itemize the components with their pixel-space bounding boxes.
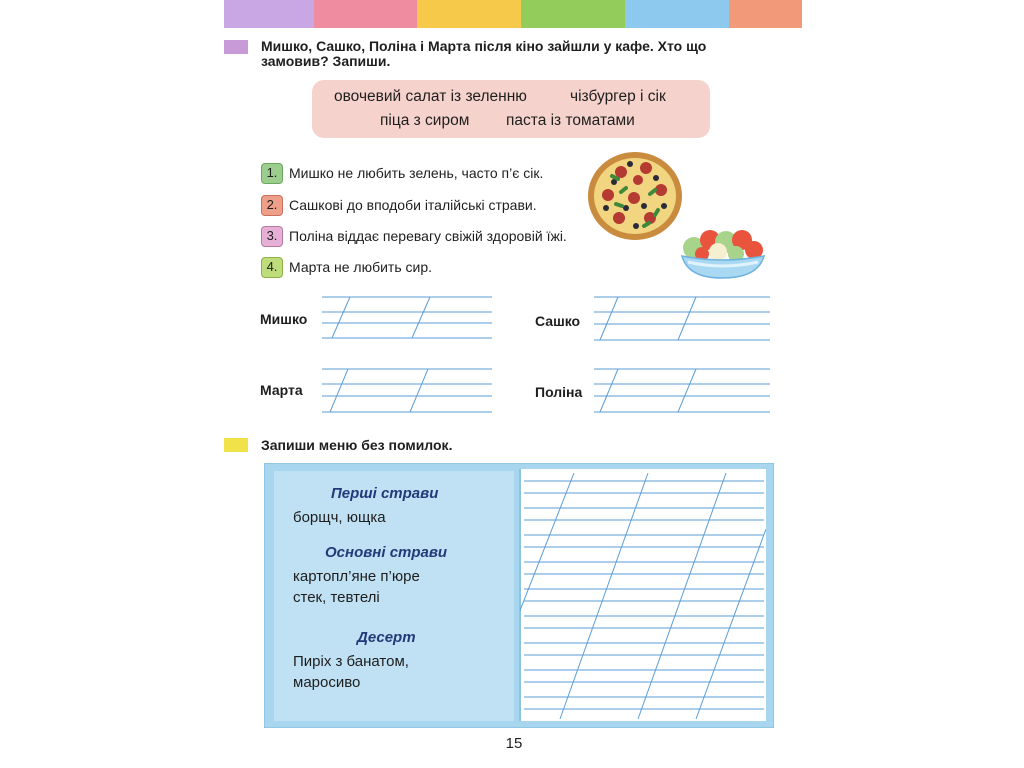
stripe bbox=[625, 0, 729, 28]
menu-heading: Десерт bbox=[357, 629, 416, 646]
writing-lines bbox=[592, 294, 772, 346]
task-marker bbox=[224, 40, 248, 54]
name-label-mishko: Мишко bbox=[260, 311, 308, 327]
menu-heading: Перші страви bbox=[331, 485, 439, 502]
stripe bbox=[314, 0, 417, 28]
stripe bbox=[729, 0, 802, 28]
writing-lines bbox=[316, 366, 496, 418]
page-number: 15 bbox=[505, 735, 523, 752]
salad-bowl-icon bbox=[676, 228, 768, 280]
clue-text: Поліна віддає перевагу свіжій здоровій їжі. bbox=[289, 228, 567, 244]
menu-item: картопл’яне п’юре bbox=[293, 568, 420, 585]
word-option: овочевий салат із зеленню bbox=[334, 88, 527, 105]
clue-text: Сашкові до вподоби італійські страви. bbox=[289, 197, 537, 213]
menu-item: Пиріх з банатом, bbox=[293, 653, 409, 670]
task2-instruction: Запиши меню без помилок. bbox=[261, 437, 453, 453]
menu-item: маросиво bbox=[293, 674, 361, 691]
notebook-writing-lines bbox=[520, 469, 766, 721]
clue-number-badge: 4. bbox=[261, 257, 283, 278]
clue-text: Марта не любить сир. bbox=[289, 259, 433, 275]
word-option: паста із томатами bbox=[506, 112, 635, 129]
clue-text: Мишко не любить зелень, часто п’є сік. bbox=[289, 165, 544, 181]
menu-notebook bbox=[264, 463, 774, 728]
task-marker bbox=[224, 438, 248, 452]
word-options-box bbox=[312, 80, 710, 138]
task1-instruction-line1: Мишко, Сашко, Поліна і Марта після кіно зайшли у кафе. Хто що bbox=[261, 38, 707, 54]
clue-number-badge: 3. bbox=[261, 226, 283, 247]
writing-lines bbox=[316, 294, 496, 344]
stripe bbox=[224, 0, 314, 28]
stripe bbox=[521, 0, 625, 28]
pizza-icon bbox=[586, 150, 684, 242]
writing-lines bbox=[592, 366, 772, 418]
clue-number-badge: 2. bbox=[261, 195, 283, 216]
name-label-sashko: Сашко bbox=[535, 313, 581, 329]
workbook-page bbox=[224, 0, 802, 768]
name-label-polina: Поліна bbox=[535, 384, 583, 400]
task1-instruction-line2: замовив? Запиши. bbox=[261, 53, 391, 69]
stripe bbox=[417, 0, 521, 28]
name-label-marta: Марта bbox=[260, 382, 303, 398]
menu-item: борщч, ющка bbox=[293, 509, 386, 526]
word-option: піца з сиром bbox=[380, 112, 470, 129]
menu-heading: Основні страви bbox=[325, 544, 448, 561]
clue-number-badge: 1. bbox=[261, 163, 283, 184]
word-option: чізбургер і сік bbox=[570, 88, 666, 105]
menu-item: стек, тевтелі bbox=[293, 589, 380, 606]
